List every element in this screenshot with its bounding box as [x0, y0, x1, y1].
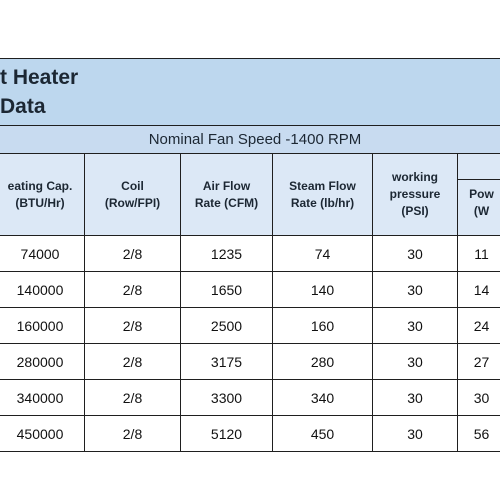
cell-steam-flow: 450 [273, 416, 373, 452]
cell-heating-capacity: 140000 [0, 272, 85, 308]
cell-heating-capacity: 340000 [0, 380, 85, 416]
fan-speed-subtitle: Nominal Fan Speed -1400 RPM [148, 131, 362, 148]
cell-heating-capacity: 450000 [0, 416, 85, 452]
table-row [0, 272, 500, 308]
header-power-inner [458, 154, 500, 235]
cell-air-flow: 1650 [181, 272, 273, 308]
header-working-pressure-line-2: pressure [389, 187, 441, 201]
cell-power: 14 [458, 272, 500, 308]
header-power-line-1: Pow [469, 187, 494, 201]
cell-coil: 2/8 [85, 308, 181, 344]
table-row [0, 236, 500, 272]
cell-steam-flow: 140 [273, 272, 373, 308]
header-power-label [458, 186, 500, 220]
cell-air-flow: 3300 [181, 380, 273, 416]
header-working-pressure-line-1: working [391, 170, 438, 184]
cell-coil: 2/8 [85, 380, 181, 416]
cell-power: 11 [458, 236, 500, 272]
header-air-flow-line-1: Air Flow [202, 178, 251, 193]
cell-steam-flow: 74 [273, 236, 373, 272]
cell-coil: 2/8 [85, 272, 181, 308]
cell-working-pressure: 30 [373, 272, 458, 308]
header-working-pressure-line-3: (PSI) [401, 204, 429, 218]
header-heating-capacity [0, 154, 85, 236]
header-working-pressure [373, 154, 458, 236]
cell-coil: 2/8 [85, 344, 181, 380]
title-block [0, 58, 500, 126]
header-coil-line-2: (Row/FPI) [104, 195, 161, 210]
cell-power: 27 [458, 344, 500, 380]
cell-steam-flow: 340 [273, 380, 373, 416]
header-air-flow [181, 154, 273, 236]
header-steam-flow [273, 154, 373, 236]
cell-air-flow: 1235 [181, 236, 273, 272]
header-steam-flow-line-2: Rate (lb/hr) [290, 195, 355, 210]
cell-heating-capacity: 74000 [0, 236, 85, 272]
cell-working-pressure: 30 [373, 344, 458, 380]
title-line-2: Data [0, 95, 46, 118]
cell-coil: 2/8 [85, 416, 181, 452]
spec-table [0, 153, 500, 452]
table-row [0, 380, 500, 416]
header-steam-flow-line-1: Steam Flow [289, 178, 356, 193]
cell-power: 56 [458, 416, 500, 452]
header-heating-capacity-line-2: (BTU/Hr) [15, 195, 65, 210]
cell-heating-capacity: 280000 [0, 344, 85, 380]
header-coil [85, 154, 181, 236]
cell-working-pressure: 30 [373, 416, 458, 452]
cell-air-flow: 3175 [181, 344, 273, 380]
cell-steam-flow: 160 [273, 308, 373, 344]
header-coil-line-1: Coil [121, 178, 144, 193]
header-air-flow-line-2: Rate (CFM) [194, 195, 259, 210]
cell-steam-flow: 280 [273, 344, 373, 380]
table-row [0, 416, 500, 452]
subtitle-band [0, 125, 500, 154]
table-row [0, 344, 500, 380]
cell-working-pressure: 30 [373, 308, 458, 344]
header-heating-capacity-line-1: eating Cap. [7, 178, 73, 193]
cell-working-pressure: 30 [373, 380, 458, 416]
title-line-1: t Heater [0, 66, 79, 89]
header-power [458, 154, 500, 236]
cell-power: 24 [458, 308, 500, 344]
cell-power: 30 [458, 380, 500, 416]
table-row [0, 308, 500, 344]
table-header-row [0, 154, 500, 236]
cell-coil: 2/8 [85, 236, 181, 272]
cell-air-flow: 2500 [181, 308, 273, 344]
cell-working-pressure: 30 [373, 236, 458, 272]
header-power-top-cell [458, 154, 500, 180]
cell-air-flow: 5120 [181, 416, 273, 452]
cell-heating-capacity: 160000 [0, 308, 85, 344]
header-power-line-2: (W [473, 204, 490, 218]
